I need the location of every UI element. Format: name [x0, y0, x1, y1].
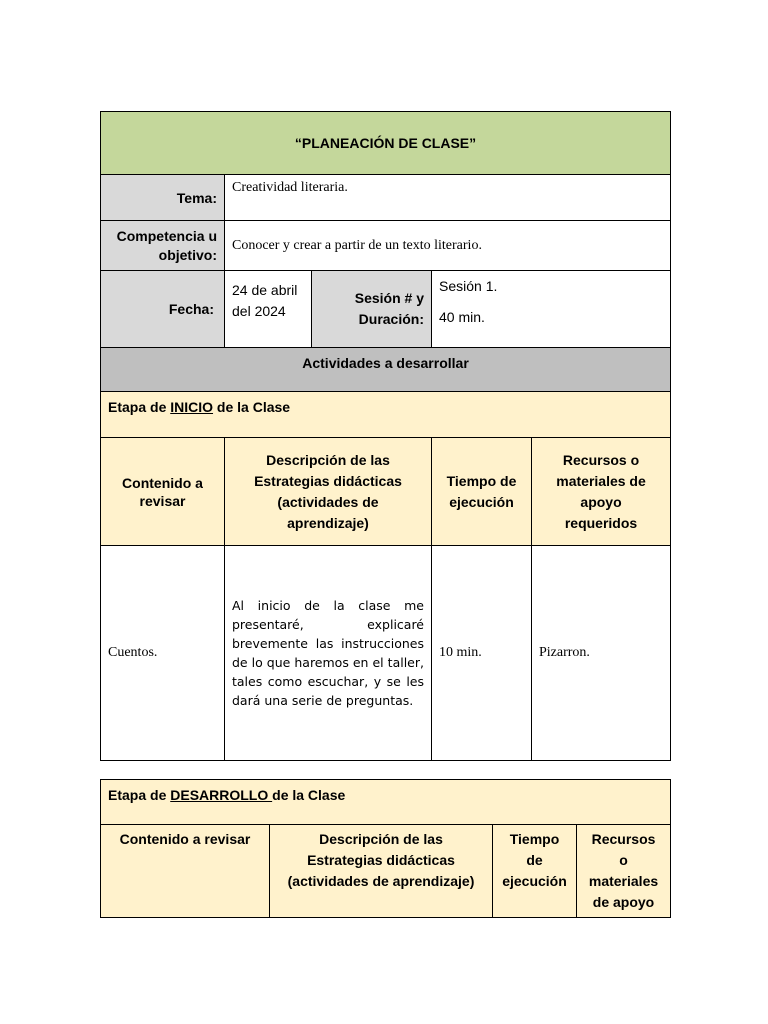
desarrollo-header-contenido: Contenido a revisar: [101, 825, 270, 918]
inicio-header-descripcion-line-3: (actividades de: [277, 493, 379, 510]
inicio-header-descripcion-line-1: Descripción de las: [266, 451, 390, 468]
duracion-value: 40 min.: [439, 309, 485, 325]
inicio-cell-recursos: Pizarron.: [532, 546, 671, 761]
desarrollo-header-tiempo-line-1: Tiempo: [509, 831, 560, 847]
class-plan-table: [100, 111, 671, 761]
inicio-header-recursos-line-4: requeridos: [564, 514, 638, 531]
sesion-label: [312, 271, 432, 348]
fecha-label: Fecha:: [101, 271, 225, 348]
desarrollo-header-tiempo-line-2: de: [526, 852, 543, 868]
sesion-label-line-1: Sesión # y: [354, 290, 424, 306]
desarrollo-table: [100, 779, 671, 918]
inicio-header-recursos-line-1: Recursos o: [562, 451, 640, 468]
desarrollo-stage-suffix: de la Clase: [272, 787, 346, 803]
sesion-number: Sesión 1.: [439, 278, 498, 294]
sesion-label-line-2: Duración:: [358, 311, 424, 327]
desarrollo-header-recursos: [577, 825, 671, 918]
tema-label: Tema:: [101, 175, 225, 221]
tema-value: Creatividad literaria.: [225, 175, 671, 221]
fecha-value-line-2: del 2024: [232, 303, 286, 319]
inicio-cell-descripcion: [225, 546, 432, 761]
competencia-label: [101, 221, 225, 271]
desarrollo-header-recursos-line-4: de apoyo: [592, 894, 655, 910]
plan-title: “PLANEACIÓN DE CLASE”: [101, 112, 671, 175]
desarrollo-header-descripcion-line-2: Estrategias didácticas: [307, 852, 455, 868]
desarrollo-header-recursos-line-3: materiales: [588, 873, 659, 889]
desarrollo-header-descripcion-line-1: Descripción de las: [319, 831, 443, 847]
competencia-label-line-2: objetivo:: [158, 246, 217, 263]
desarrollo-header-tiempo-line-3: ejecución: [502, 873, 567, 889]
inicio-header-tiempo: [432, 438, 532, 546]
inicio-header-contenido: [101, 438, 225, 546]
inicio-header-recursos-line-3: apoyo: [580, 493, 622, 510]
inicio-stage-suffix: de la Clase: [213, 399, 291, 415]
inicio-cell-tiempo: 10 min.: [432, 546, 532, 761]
desarrollo-stage-prefix: Etapa de: [108, 787, 171, 803]
fecha-value-line-1: 24 de abril: [232, 282, 298, 298]
competencia-value: Conocer y crear a partir de un texto literario.: [225, 221, 671, 271]
inicio-header-tiempo-line-2: ejecución: [449, 493, 514, 510]
desarrollo-header-descripcion-line-3: (actividades de aprendizaje): [287, 873, 475, 889]
desarrollo-header-recursos-line-2: o: [619, 852, 628, 868]
sesion-value: [432, 271, 671, 348]
inicio-cell-contenido: Cuentos.: [101, 546, 225, 761]
desarrollo-stage-heading: [101, 780, 671, 825]
inicio-header-contenido-line-2: revisar: [139, 492, 186, 509]
inicio-header-tiempo-line-1: Tiempo de: [446, 472, 517, 489]
inicio-stage-prefix: Etapa de: [108, 399, 171, 415]
fecha-value: [225, 271, 312, 348]
inicio-stage-heading: [101, 392, 671, 438]
inicio-header-recursos: [532, 438, 671, 546]
desarrollo-stage-name: DESARROLLO: [170, 787, 273, 803]
desarrollo-header-descripcion: [270, 825, 493, 918]
activities-heading: Actividades a desarrollar: [101, 348, 671, 392]
inicio-header-descripcion-line-2: Estrategias didácticas: [254, 472, 402, 489]
desarrollo-header-tiempo: [493, 825, 577, 918]
competencia-label-line-1: Competencia u: [116, 227, 217, 244]
inicio-header-contenido-line-1: Contenido a: [122, 474, 203, 491]
inicio-header-descripcion: [225, 438, 432, 546]
inicio-header-descripcion-line-4: aprendizaje): [287, 514, 369, 531]
inicio-descripcion-text: Al inicio de la clase me presentaré, explicaré brevemente las instrucciones de lo que haremos en el taller, tales como escuchar, y se les dará una serie de preguntas.: [232, 598, 424, 708]
inicio-header-recursos-line-2: materiales de: [556, 472, 646, 489]
desarrollo-header-recursos-line-1: Recursos: [591, 831, 656, 847]
inicio-stage-name: INICIO: [170, 399, 214, 415]
